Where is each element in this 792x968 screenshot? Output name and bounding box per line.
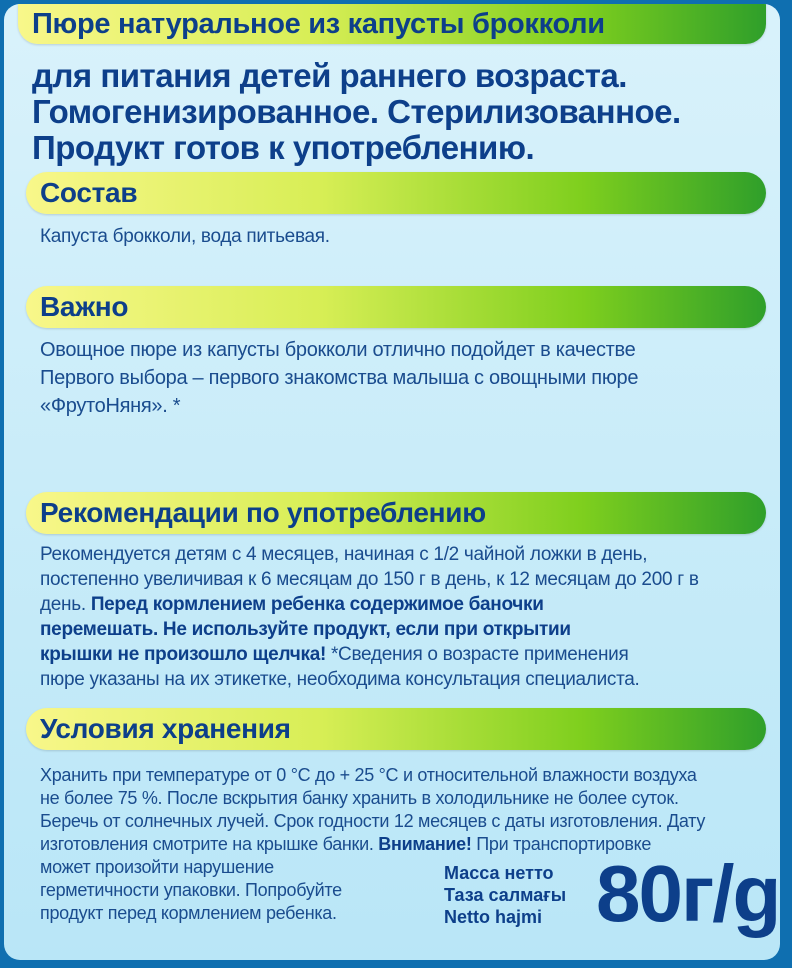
recommendations-heading: Рекомендации по употреблению [40, 497, 486, 528]
net-weight-label-kz: Таза салмағы [444, 885, 567, 905]
recommendations-line-5 [40, 642, 756, 667]
intro-line-3: Продукт готов к употреблению. [32, 129, 535, 166]
storage-heading: Условия хранения [40, 713, 291, 744]
important-line-3: «ФрутоНяня». * [40, 395, 181, 417]
net-weight-value: 80г/g [596, 849, 780, 938]
storage-line-2: не более 75 %. После вскрытия банку хранить в холодильнике не более суток. [40, 788, 679, 808]
recommendations-heading-band [26, 492, 766, 534]
recommendations-line-5-bold: крышки не произошло щелчка! [40, 644, 326, 665]
composition-heading: Состав [40, 177, 138, 208]
storage-line-4-bold: Внимание! [378, 834, 472, 854]
recommendations-text [40, 542, 756, 692]
recommendations-line-4-bold: перемешать. Не используйте продукт, если при открытии [40, 619, 571, 640]
storage-line-3: Беречь от солнечных лучей. Срок годности 12 месяцев с даты изготовления. Дату [40, 811, 706, 831]
storage-line-6: герметичности упаковки. Попробуйте [40, 880, 342, 900]
important-line-2: Первого выбора – первого знакомства малыша с овощными пюре [40, 367, 639, 389]
net-weight-label-ru: Масса нетто [444, 863, 554, 883]
storage-line-5: может произойти нарушение [40, 857, 274, 877]
composition-heading-band [26, 172, 766, 214]
important-heading: Важно [40, 291, 129, 322]
composition-text: Капуста брокколи, вода питьевая. [40, 226, 330, 247]
important-text [40, 336, 756, 420]
recommendations-line-6: пюре указаны на их этикетке, необходима консультация специалиста. [40, 669, 640, 690]
recommendations-line-1: Рекомендуется детям с 4 месяцев, начиная с 1/2 чайной ложки в день, [40, 544, 648, 565]
recommendations-line-2: постепенно увеличивая к 6 месяцам до 150 г в день, к 12 месяцам до 200 г в [40, 569, 699, 590]
title-band [18, 4, 766, 44]
intro-line-2: Гомогенизированное. Стерилизованное. [32, 93, 681, 130]
product-label [4, 4, 780, 960]
net-weight-labels [444, 862, 566, 928]
important-line-1: Овощное пюре из капусты брокколи отлично подойдет в качестве [40, 339, 636, 361]
recommendations-line-3 [40, 592, 756, 617]
storage-line-1: Хранить при температуре от 0 °С до + 25 °С и относительной влажности воздуха [40, 765, 697, 785]
storage-heading-band [26, 708, 766, 750]
net-weight-label-uz: Netto hajmi [444, 907, 543, 927]
intro-line-1: для питания детей раннего возраста. [32, 57, 627, 94]
storage-line-4-plain: изготовления смотрите на крышке банки. [40, 834, 379, 854]
storage-line-7: продукт перед кормлением ребенка. [40, 903, 337, 923]
storage-line-4-tail: При транспортировке [471, 834, 652, 854]
recommendations-line-4 [40, 617, 756, 642]
product-title: Пюре натуральное из капусты брокколи [32, 8, 605, 40]
important-heading-band [26, 286, 766, 328]
recommendations-line-3-bold: Перед кормлением ребенка содержимое баночки [90, 594, 544, 615]
recommendations-line-3-plain: день. [40, 594, 91, 615]
recommendations-line-5-plain: *Сведения о возрасте применения [325, 644, 629, 665]
